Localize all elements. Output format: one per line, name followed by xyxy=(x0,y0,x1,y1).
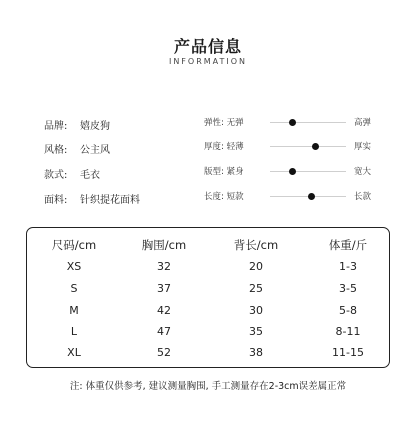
table-cell: 42 xyxy=(157,304,171,317)
attribute-brand xyxy=(44,117,110,132)
table-cell: 8-11 xyxy=(335,325,361,338)
table-cell: 37 xyxy=(157,282,171,295)
meter-dot xyxy=(312,143,319,150)
meter-length xyxy=(204,190,394,204)
table-cell: 11-15 xyxy=(332,346,364,359)
meter-dot xyxy=(289,168,296,175)
size-table xyxy=(26,227,390,368)
table-cell: 5-8 xyxy=(339,304,357,317)
meter-high-label: 厚实 xyxy=(354,142,372,152)
meter-dot xyxy=(308,193,315,200)
table-cell: 1-3 xyxy=(339,260,357,273)
table-row xyxy=(27,260,391,280)
table-cell: XL xyxy=(67,346,81,359)
attribute-value: 公主风 xyxy=(80,145,110,156)
page-title: 产品信息 xyxy=(173,37,242,56)
meter-dot xyxy=(289,119,296,126)
attribute-value: 针织提花面料 xyxy=(80,195,140,206)
table-cell: 52 xyxy=(157,346,171,359)
meter-label: 厚度: 轻薄 xyxy=(204,142,244,152)
meter-track xyxy=(270,146,346,147)
meter-high-label: 长款 xyxy=(354,192,372,202)
table-row xyxy=(27,282,391,302)
footnote: 注: 体重仅供参考, 建议测量胸围, 手工测量存在2-3cm误差属正常 xyxy=(69,381,347,392)
table-cell: 30 xyxy=(249,304,263,317)
attribute-style xyxy=(44,141,110,156)
table-cell: 32 xyxy=(157,260,171,273)
table-cell: 35 xyxy=(249,325,263,338)
table-cell: 25 xyxy=(249,282,263,295)
table-row xyxy=(27,325,391,345)
attribute-type xyxy=(44,166,100,181)
page-subtitle: INFORMATION xyxy=(168,57,248,66)
meter-thickness xyxy=(204,140,394,154)
meter-high-label: 高弹 xyxy=(354,118,372,128)
table-row xyxy=(27,304,391,324)
meter-elasticity xyxy=(204,116,394,130)
table-cell: L xyxy=(70,325,78,338)
attribute-fabric xyxy=(44,191,140,206)
attribute-value: 嬉皮狗 xyxy=(80,121,110,132)
meter-label: 弹性: 无弹 xyxy=(204,118,244,128)
header-cell-back-length: 背长/cm xyxy=(233,238,279,252)
attribute-label: 品牌: xyxy=(44,121,68,132)
meter-label: 版型: 紧身 xyxy=(204,167,244,177)
table-cell: 3-5 xyxy=(339,282,357,295)
attribute-label: 面料: xyxy=(44,195,68,206)
table-cell: 20 xyxy=(249,260,263,273)
header-cell-chest: 胸围/cm xyxy=(141,238,187,252)
header-cell-size: 尺码/cm xyxy=(51,238,97,252)
meter-high-label: 宽大 xyxy=(354,167,372,177)
meter-track xyxy=(270,171,346,172)
table-cell: XS xyxy=(66,260,82,273)
size-table-header xyxy=(27,237,391,257)
meter-label: 长度: 短款 xyxy=(204,192,244,202)
table-cell: M xyxy=(69,304,79,317)
header-cell-weight: 体重/斤 xyxy=(328,238,368,252)
table-cell: 47 xyxy=(157,325,171,338)
attribute-value: 毛衣 xyxy=(80,170,100,181)
attribute-label: 风格: xyxy=(44,145,68,156)
table-cell: S xyxy=(70,282,78,295)
table-row xyxy=(27,346,391,366)
table-cell: 38 xyxy=(249,346,263,359)
meter-track xyxy=(270,122,346,123)
meter-fit xyxy=(204,165,394,179)
attribute-label: 款式: xyxy=(44,170,68,181)
